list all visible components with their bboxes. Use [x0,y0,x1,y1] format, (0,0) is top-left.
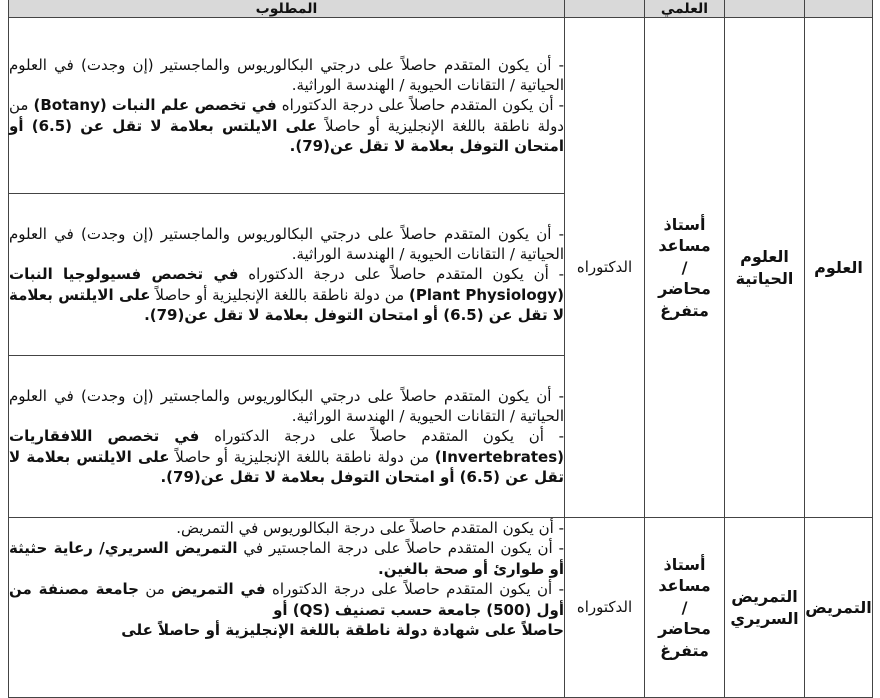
rank-line: متفرغ [660,640,709,660]
requirement-line: - أن يكون المتقدم حاصلاً على درجة البكالوريوس في التمريض. [176,519,564,537]
requirement-line [9,264,564,325]
requirement-line [9,579,564,620]
requirement-line: - أن يكون المتقدم حاصلاً على درجتي البكالوريوس والماجستير (إن وجدت) في العلوم الحياتية / التقانات الحيوية / الهندسة الوراثية. [9,386,564,425]
req-specialization-en: (Invertebrates) [434,447,564,466]
degree-cell: الدكتوراه [565,518,645,698]
req-specialty: في التمريض [171,580,266,599]
header-required: المطلوب [9,0,565,18]
req-specialty: في تخصص فسيولوجيا النبات [9,265,239,284]
rank-line: محاضر [658,279,711,299]
rank-line: / [681,597,688,617]
req-ranking: جامعة مصنفة من أول (500) جامعة حسب تصنيف [9,580,564,619]
header-blank [565,0,645,18]
table-row [9,18,873,194]
requirement-line: حاصلاً على شهادة دولة ناطقة باللغة الإنجليزية أو حاصلاً على [121,620,564,639]
college-cell: التمريض [805,518,873,698]
requirement-cell [9,18,565,194]
requirement-line [9,95,564,156]
requirement-line [9,538,564,579]
rank-cell [645,518,725,698]
req-text: من دولة ناطقة باللغة الإنجليزية أو حاصلاً [150,285,410,304]
req-text: - أن يكون المتقدم حاصلاً على درجة الدكتوراه [199,427,564,446]
degree-cell: الدكتوراه [565,18,645,518]
req-text: من [138,580,172,599]
req-specialty: في تخصص علم النبات [111,96,277,115]
requirement-line: - أن يكون المتقدم حاصلاً على درجتي البكالوريوس والماجستير (إن وجدت) في العلوم الحياتية / التقانات الحيوية / الهندسة الوراثية. [9,55,564,94]
header-blank [725,0,805,18]
req-language-test: على الايلتس بعلامة لا تقل عن (6.5) أو امتحان التوفل بعلامة لا تقل عن(79). [9,116,564,156]
requirement-cell [9,194,565,356]
req-text: - أن يكون المتقدم حاصلاً على درجة الدكتوراه [238,265,564,284]
college-cell: العلوم [805,18,873,518]
department-cell: التمريض السريري [725,518,805,698]
rank-cell [645,18,725,518]
req-language-test: على الايلتس بعلامة لا تقل عن (6.5) أو امتحان التوفل بعلامة لا تقل عن(79). [9,285,564,325]
requirement-line: - أن يكون المتقدم حاصلاً على درجتي البكالوريوس والماجستير (إن وجدت) في العلوم الحياتية / التقانات الحيوية / الهندسة الوراثية. [9,224,564,263]
requirement-line [9,426,564,487]
rank-line: محاضر [658,619,711,639]
req-text: من دولة ناطقة باللغة الإنجليزية أو حاصلاً [9,96,564,135]
req-text: - أن يكون المتقدم حاصلاً على درجة الماجستير في [237,539,564,558]
department-cell: العلوم الحياتية [725,18,805,518]
req-text: من دولة ناطقة باللغة الإنجليزية أو حاصلاً [169,447,435,466]
req-language-test: على الايلتس بعلامة لا تقل عن (6.5) أو امتحان التوفل بعلامة لا تقل عن(79). [9,447,564,487]
rank-line: مساعد [658,236,711,256]
req-text: - أن يكون المتقدم حاصلاً على درجة الدكتوراه [265,580,564,599]
table-header-row [9,0,873,18]
req-specialty: التمريض السريري/ رعاية حثيثة أو طوارئ أو صحة بالغين. [9,539,564,578]
header-qualification: العلمي [645,0,725,18]
req-specialization-en: (Botany) [33,96,107,115]
rank-line: أستاذ [663,554,706,574]
req-specialization-en: (Plant Physiology) [409,285,564,304]
rank-line: / [681,257,688,277]
requirement-cell [9,518,565,698]
header-blank [805,0,873,18]
rank-line: أستاذ [663,214,706,234]
table-row [9,518,873,698]
requirement-cell [9,356,565,518]
rank-line: متفرغ [660,300,709,320]
req-text: - أن يكون المتقدم حاصلاً على درجة الدكتوراه [276,96,564,115]
rank-line: مساعد [658,576,711,596]
jobs-table [8,0,873,698]
req-ranking-en: (QS) [292,600,331,619]
req-specialty: في تخصص اللافقاريات [9,427,200,446]
req-text: أو [273,600,293,619]
